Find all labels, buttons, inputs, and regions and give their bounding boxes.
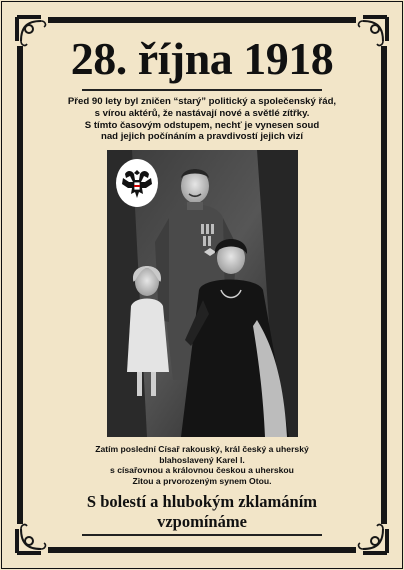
intro-line: nad jejich počínáním a pravdivostí jejich vizí <box>100 131 304 143</box>
title-underline <box>82 89 322 91</box>
caption-line: s císařovnou a královnou českou a uherskou <box>110 465 294 476</box>
intro-line: s vírou aktérů, že nastávají nové a světlé zítřky. <box>94 107 310 119</box>
double-headed-eagle-emblem-icon <box>115 158 159 208</box>
caption-line: Zatím poslední Císař rakouský, král český a uherský <box>95 444 309 454</box>
frame-bar-top <box>48 17 356 23</box>
caption-line: Zitou a prvorozeným synem Otou. <box>132 475 272 486</box>
caption-line: blahoslavený Karel I. <box>159 454 245 465</box>
closing-line: vzpomínáme <box>157 512 247 531</box>
closing-line: S bolestí a hlubokým zklamáním <box>86 492 318 511</box>
intro-line: S tímto časovým odstupem, nechť je vynesen soud <box>84 119 320 131</box>
closing-underline <box>82 534 322 536</box>
frame-bar-left <box>17 46 23 524</box>
page-title: 28. října 1918 <box>70 33 334 84</box>
photo-caption <box>58 444 346 486</box>
intro-line: Před 90 lety byl zničen “starý” politický a společenský řád, <box>67 96 337 107</box>
closing-text <box>0 492 404 532</box>
intro-text <box>58 96 346 143</box>
frame-bar-right <box>381 46 387 524</box>
frame-bar-bottom <box>48 547 356 553</box>
